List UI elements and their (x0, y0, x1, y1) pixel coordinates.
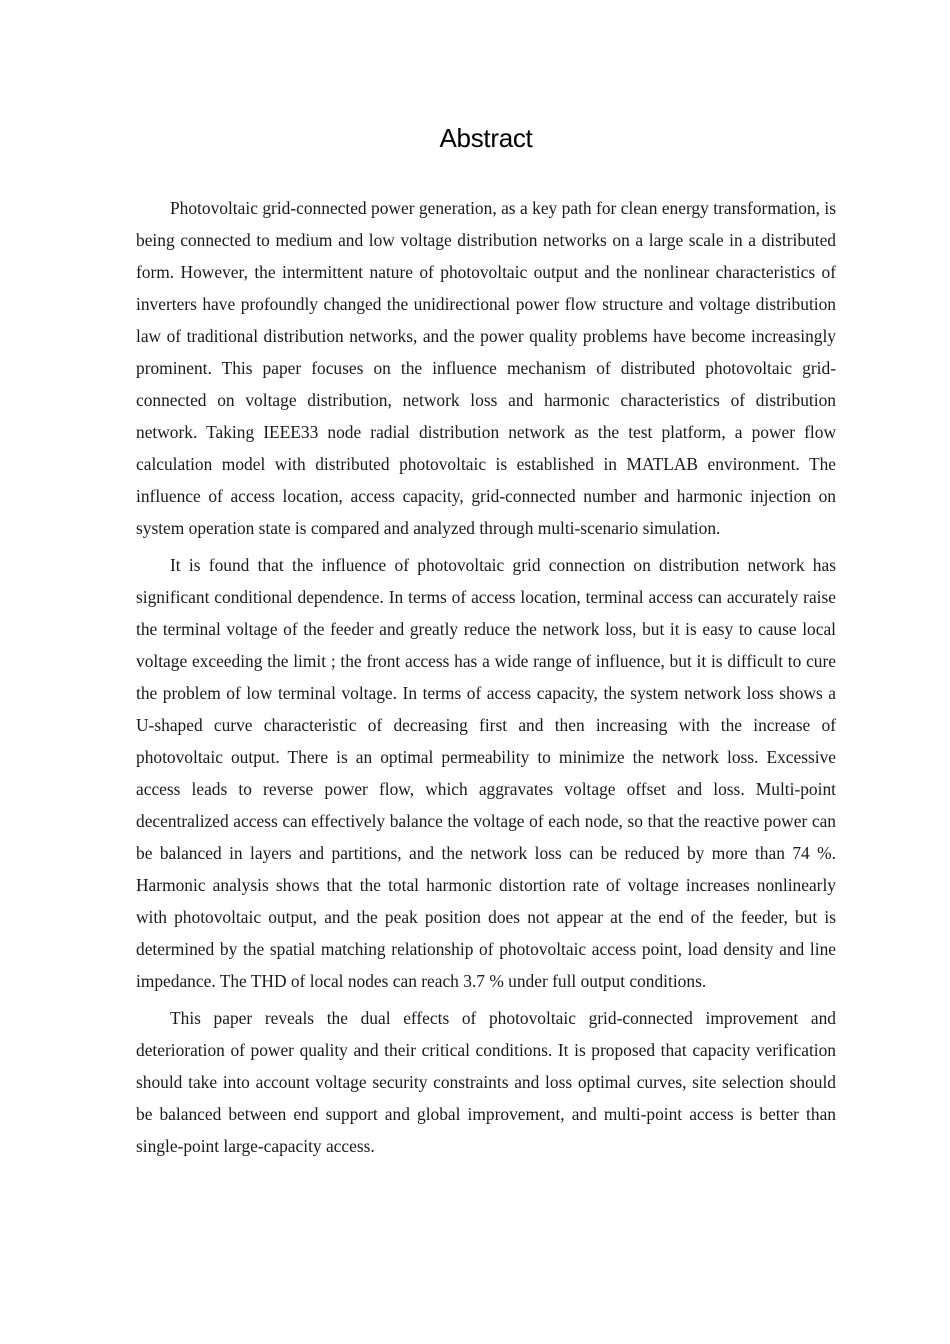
paragraph-2: It is found that the influence of photovoltaic grid connection on distribution network has significant conditional dependence. In terms of access location, terminal access can accurately raise the terminal voltage of the feeder and greatly reduce the network loss, but it is easy to cause local voltage exceeding the limit ; the front access has a wide range of influence, but it is difficult to cure the problem of low terminal voltage. In terms of access capacity, the system network loss shows a U-shaped curve characteristic of decreasing first and then increasing with the increase of photovoltaic output. There is an optimal permeability to minimize the network loss. Excessive access leads to reverse power flow, which aggravates voltage offset and loss. Multi-point decentralized access can effectively balance the voltage of each node, so that the reactive power can be balanced in layers and partitions, and the network loss can be reduced by more than 74 %. Harmonic analysis shows that the total harmonic distortion rate of voltage increases nonlinearly with photovoltaic output, and the peak position does not appear at the end of the feeder, but is determined by the spatial matching relationship of photovoltaic access point, load density and line impedance. The THD of local nodes can reach 3.7 % under full output conditions. (136, 555, 836, 991)
abstract-body (136, 192, 836, 1167)
paragraph-3: This paper reveals the dual effects of photovoltaic grid-connected improvement and deterioration of power quality and their critical conditions. It is proposed that capacity verification should take into account voltage security constraints and loss optimal curves, site selection should be balanced between end support and global improvement, and multi-point access is better than single-point large-capacity access. (136, 1008, 836, 1156)
document-page (136, 0, 836, 1344)
page-title: Abstract (439, 123, 533, 153)
paragraph-1: Photovoltaic grid-connected power generation, as a key path for clean energy transformation, is being connected to medium and low voltage distribution networks on a large scale in a distributed form. However, the intermittent nature of photovoltaic output and the nonlinear characteristics of inverters have profoundly changed the unidirectional power flow structure and voltage distribution law of traditional distribution networks, and the power quality problems have become increasingly prominent. This paper focuses on the influence mechanism of distributed photovoltaic grid-connected on voltage distribution, network loss and harmonic characteristics of distribution network. Taking IEEE33 node radial distribution network as the test platform, a power flow calculation model with distributed photovoltaic is established in MATLAB environment. The influence of access location, access capacity, grid-connected number and harmonic injection on system operation state is compared and analyzed through multi-scenario simulation. (136, 198, 836, 538)
